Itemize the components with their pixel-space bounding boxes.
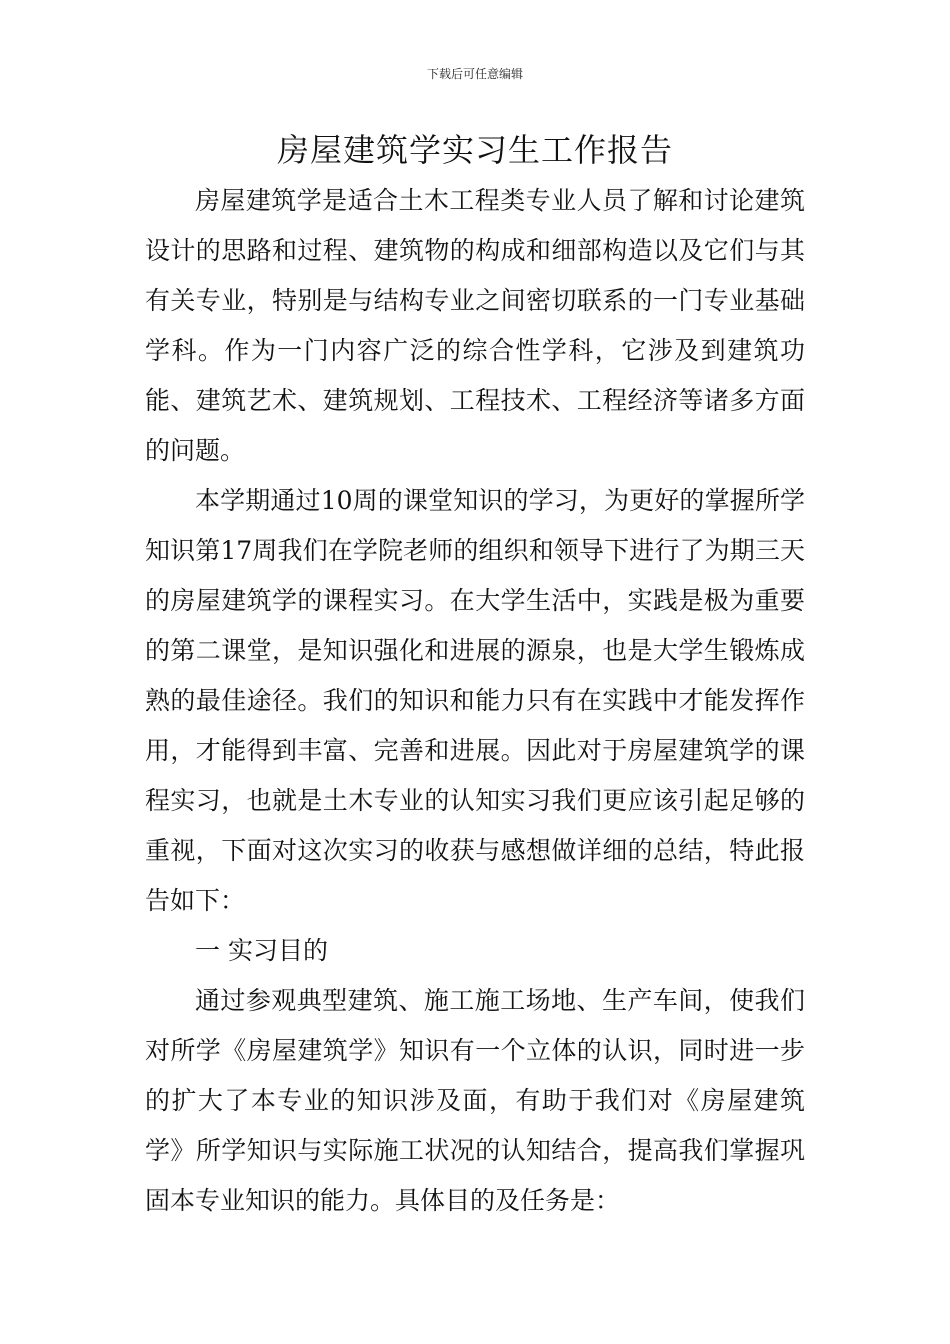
body-paragraph: 本学期通过10周的课堂知识的学习，为更好的掌握所学知识第17周我们在学院老师的组织和领导下进行了为期三天的房屋建筑学的课程实习。在大学生活中，实践是极为重要的第二课堂，是知识强化和进展的源泉，也是大学生锻炼成熟的最佳途径。我们的知识和能力只有在实践中才能发挥作用，才能得到丰富、完善和进展。因此对于房屋建筑学的课程实习，也就是土木专业的认知实习我们更应该引起足够的重视，下面对这次实习的收获与感想做详细的总结，特此报告如下： (145, 486, 805, 915)
header-note: 下载后可任意编辑 (426, 67, 523, 81)
document-body (145, 176, 805, 1226)
section-paragraph: 通过参观典型建筑、施工施工场地、生产车间，使我们对所学《房屋建筑学》知识有一个立体的认识，同时进一步的扩大了本专业的知识涉及面，有助于我们对《房屋建筑学》所学知识与实际施工状况的认知结合，提高我们掌握巩固本专业知识的能力。具体目的及任务是： (145, 986, 805, 1215)
page-title: 房屋建筑学实习生工作报告 (276, 131, 673, 169)
body-paragraph: 房屋建筑学是适合土木工程类专业人员了解和讨论建筑设计的思路和过程、建筑物的构成和细部构造以及它们与其有关专业，特别是与结构专业之间密切联系的一门专业基础学科。作为一门内容广泛的综合性学科，它涉及到建筑功能、建筑艺术、建筑规划、工程技术、工程经济等诸多方面的问题。 (145, 186, 805, 465)
section-heading: 一 实习目的 (195, 936, 328, 965)
